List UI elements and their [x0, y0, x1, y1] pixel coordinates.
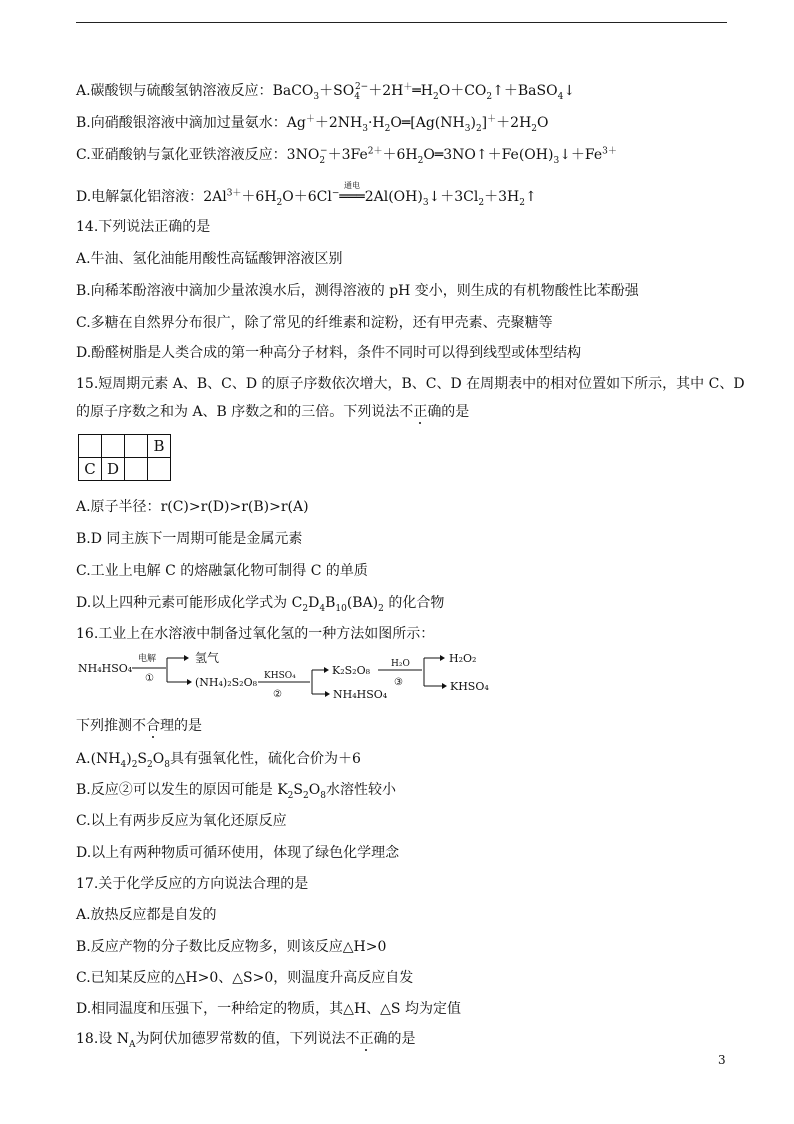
diagram-byproduct: 氢气 [195, 651, 220, 665]
q17-option-a: A.放热反应都是自发的 [76, 907, 217, 923]
q15-option-a: A.原子半径：r(C)>r(D)>r(B)>r(A) [76, 499, 309, 515]
grid-cell: D [102, 458, 125, 481]
grid-cell [102, 435, 125, 458]
q16-option-b: B.反应②可以发生的原因可能是 $K_2S_2O_8$水溶性较小 [76, 782, 396, 801]
electrolysis-arrow: 通电 ═══ [339, 181, 365, 205]
q17-option-c: C.已知某反应的△H>0、△S>0，则温度升高反应自发 [76, 970, 414, 986]
q16-option-a: $A.(NH_4)_2S_2O_8$具有强氧化性，硫化合价为＋6 [76, 751, 361, 770]
option-label: D.电解氯化铝溶液： [76, 189, 204, 205]
q16-stem: 16.工业上在水溶液中制备过氧化氢的一种方法如图所示： [76, 626, 435, 642]
step1-number: ① [145, 673, 154, 684]
q13-option-b [76, 114, 549, 132]
q14-option-c: C.多糖在自然界分布很广，除了常见的纤维素和淀粉，还有甲壳素、壳聚糖等 [76, 315, 553, 331]
q16-lead: 下列推测不合理的是 [76, 718, 202, 734]
grid-cell [148, 458, 171, 481]
q15-option-b: B.D 同主族下一周期可能是金属元素 [76, 531, 303, 547]
q14-option-d: D.酚醛树脂是人类合成的第一种高分子材料，条件不同时可以得到线型或体型结构 [76, 345, 582, 361]
diagram-k-salt: K₂S₂O₈ [332, 664, 371, 677]
diagram-product: H₂O₂ [449, 652, 477, 665]
equation-b: $Ag^++2NH_3\cdot H_2O═[Ag(NH_3)_2]^++2H_2O$ [286, 114, 549, 134]
diagram-mid: (NH₄)₂S₂O₈ [195, 676, 257, 689]
step3-number: ③ [394, 677, 403, 688]
q15-option-c: C.工业上电解 C 的熔融氯化物可制得 C 的单质 [76, 563, 368, 579]
q13-option-d [76, 181, 537, 208]
q13-option-a [76, 82, 575, 100]
emphasis-dot-char: 正 [359, 1031, 374, 1047]
option-label: C.亚硝酸钠与氯化亚铁溶液反应： [76, 147, 287, 163]
periodic-table-fragment [78, 434, 171, 481]
q15-option-d: D.以上四种元素可能形成化学式为 $C_2D_4B_{10}(BA)_2$ 的化合物 [76, 595, 445, 614]
q14-stem: 14.下列说法正确的是 [76, 219, 211, 235]
grid-row [79, 435, 171, 458]
grid-cell: B [148, 435, 171, 458]
option-label: B.向硝酸银溶液中滴加过量氨水： [76, 115, 287, 131]
equation-c: $3NO_2^-+3Fe^{2+}+6H_2O═3NO↑+Fe(OH)_3↓+Fe^{3+}$ [286, 146, 617, 166]
emphasis-dot-char: 正 [413, 404, 428, 420]
header-rule [76, 22, 727, 23]
h2o2-process-diagram [76, 648, 516, 712]
q15-stem-line1: 15.短周期元素 A、B、C、D 的原子序数依次增大，B、C、D 在周期表中的相对位置如下所示，其中 C、D [76, 376, 745, 392]
step3-label: H₂O [391, 659, 410, 669]
diagram-recycled: NH₄HSO₄ [333, 688, 388, 701]
grid-cell [125, 435, 148, 458]
grid-cell [125, 458, 148, 481]
equation-d: $2Al^{3+}+6H_2O+6Cl^-$ 通电 $═══2Al(OH)_3↓+3Cl_2+3H_2↑$ [203, 181, 537, 208]
q14-option-b: B.向稀苯酚溶液中滴加少量浓溴水后，测得溶液的 pH 变小，则生成的有机物酸性比苯酚强 [76, 283, 639, 299]
diagram-khso4: KHSO₄ [450, 680, 489, 693]
q16-option-c: C.以上有两步反应为氧化还原反应 [76, 813, 287, 829]
q15-stem-line2: 的原子序数之和为 A、B 序数之和的三倍。下列说法不正确的是 [76, 404, 470, 420]
grid-row [79, 458, 171, 481]
q17-stem: 17.关于化学反应的方向说法合理的是 [76, 876, 309, 892]
step2-number: ② [273, 689, 282, 700]
grid-cell: C [79, 458, 102, 481]
option-label: A.碳酸钡与硫酸氢钠溶液反应： [76, 83, 273, 99]
q17-option-d: D.相同温度和压强下，一种给定的物质，其△H、△S 均为定值 [76, 1001, 461, 1017]
equation-a: $BaCO_3+SO_4^{2-}+2H^+═H_2O+CO_2↑+BaSO_4↓$ [272, 82, 576, 102]
step1-label: 电解 [138, 654, 157, 664]
grid-cell [79, 435, 102, 458]
q14-option-a: A.牛油、氢化油能用酸性高锰酸钾溶液区别 [76, 251, 343, 267]
diagram-start: NH₄HSO₄ [78, 662, 133, 675]
q13-option-c [76, 146, 617, 164]
q17-option-b: B.反应产物的分子数比反应物多，则该反应△H>0 [76, 939, 387, 955]
emphasis-dot-char: 合 [146, 718, 160, 734]
step2-label: KHSO₄ [264, 671, 296, 681]
q16-option-d: D.以上有两种物质可循环使用，体现了绿色化学理念 [76, 845, 400, 861]
q18-stem: 18.设 $N_A$为阿伏加德罗常数的值，下列说法不正确的是 [76, 1031, 416, 1050]
page-number: 3 [718, 1053, 726, 1067]
